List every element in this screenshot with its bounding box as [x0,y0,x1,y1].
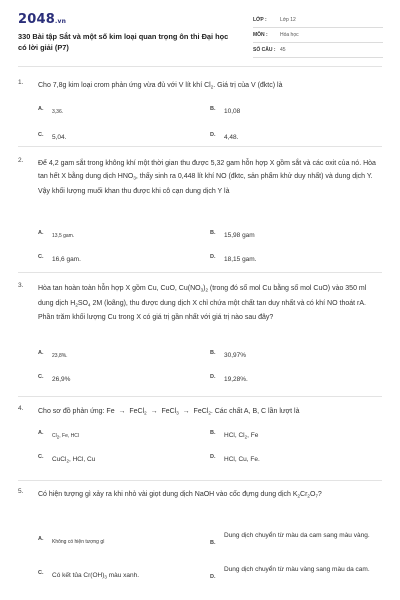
logo-suffix: .vn [54,18,67,25]
option-letter: D. [210,454,216,460]
option-text: 10,08 [224,108,241,115]
question-number: 2. [18,157,24,164]
option-letter: C. [38,570,44,576]
option-text: 13,5 gam. [52,233,75,239]
option-letter: D. [210,254,216,260]
option-letter: C. [38,454,44,460]
option-d[interactable] [210,564,382,580]
question-text: Để 4,2 gam sắt trong không khí một thời gian thu được 5,32 gam hỗn hợp X gồm sắt và các oxit của nó. Hòa tan hết X bằng dung dịch $HNO_3$, thấy sinh ra 0,448 lít khí NO (đktc, sản phẩm khử duy nhất) và dung dịch Y. Vậy khối lượng muối khan thu được khi cô cạn dung dịch Y là [38,160,376,195]
question-4 [18,405,382,480]
option-b[interactable] [210,230,255,242]
option-letter: A. [38,106,44,112]
question-number: 1. [18,79,24,86]
meta-key: MÔN : [253,32,268,38]
divider [18,66,382,67]
meta-value: 45 [280,47,286,53]
question-number: 4. [18,405,24,412]
option-text: 15,98 gam [224,232,255,239]
option-text: Có kết tủa $Cr(OH)_3$ màu xanh. [52,572,140,580]
option-a[interactable] [38,536,105,548]
option-text: 30,97% [224,352,247,359]
option-text: Dung dịch chuyển từ màu vàng sang màu da cam. [224,566,370,573]
question-number: 5. [18,488,24,495]
option-text: $Cl_2$, Fe, HCl [52,433,79,440]
option-a[interactable] [38,350,68,362]
option-b[interactable] [210,350,246,362]
option-c[interactable] [38,570,139,584]
option-c[interactable] [38,254,81,266]
question-text: Có hiện tượng gì xảy ra khi nhỏ vài giọt dung dịch NaOH vào cốc đựng dung dịch $K_2Cr_2O_7$? [38,491,322,499]
option-text: 19,28%. [224,376,248,383]
page-title: 330 Bài tập Sắt và một số kim loại quan trọng ôn thi Đại học có lời giải (P7) [18,32,229,52]
option-text: 18,15 gam. [224,256,257,263]
option-text: CuCl$_2$, HCl, Cu [52,456,96,464]
option-text: 26,9% [52,376,71,383]
question-number: 3. [18,282,24,289]
question-5 [18,488,382,598]
option-letter: C. [38,132,44,138]
meta-table [253,13,383,58]
divider [18,146,382,147]
question-text: Cho sơ đồ phản ứng: Fe → FeCl$_2$ → FeCl$_3$ → FeCl$_2$. Các chất A, B, C lần lượt là [38,408,300,416]
option-text: Dung dịch chuyển từ màu da cam sang màu vàng. [224,532,370,539]
question-text: Cho 7,8g kim loại crom phản ứng vừa đủ với V lít khí $Cl_2$. Giá trị của V (đktc) là [38,82,283,90]
option-text: 5,04. [52,134,67,141]
option-a[interactable] [38,430,79,444]
option-text: 23,8%. [52,353,68,359]
option-letter: B. [210,230,216,236]
divider [18,272,382,273]
option-letter: B. [210,430,216,436]
option-letter: D. [210,574,216,580]
option-c[interactable] [38,132,66,144]
option-letter: B. [210,540,216,546]
option-text: Không có hiện tượng gì [52,539,105,545]
option-letter: B. [210,350,216,356]
option-b[interactable] [210,430,258,444]
option-letter: D. [210,132,216,138]
question-2 [18,157,382,267]
question-1 [18,79,382,159]
logo-text: 2048 [18,12,55,27]
option-text: 16,6 gam. [52,256,81,263]
meta-key: LỚP : [253,17,267,23]
option-text: HCl, $Cl_2$, Fe [224,432,259,440]
site-logo[interactable] [18,12,66,27]
option-letter: A. [38,230,44,236]
option-a[interactable] [38,106,63,118]
option-letter: D. [210,374,216,380]
question-text: Hòa tan hoàn toàn hỗn hợp X gồm Cu, CuO, $Cu(NO_3)_2$ (trong đó số mol Cu bằng số mol CuO) vào 350 ml dung dịch $H_2SO_4$ 2M (loãng), thu được dung dịch X chỉ chứa một chất tan duy nhất và có khí NO thoát rA. Phần trăm khối lượng Cu trong X có giá trị gần nhất với giá trị nào sau đây? [38,285,367,321]
option-b[interactable] [210,106,240,118]
option-letter: C. [38,374,44,380]
option-letter: A. [38,430,44,436]
option-d[interactable] [210,254,257,266]
option-text: 3,36. [52,109,64,115]
option-letter: B. [210,106,216,112]
option-c[interactable] [38,374,70,386]
option-letter: C. [38,254,44,260]
option-text: HCl, Cu, Fe. [224,456,260,463]
header [0,0,400,62]
option-d[interactable] [210,374,248,386]
meta-row-class [253,13,383,28]
option-letter: A. [38,350,44,356]
option-text: 4,48. [224,134,239,141]
meta-value: Lớp 12 [280,17,296,23]
option-a[interactable] [38,230,74,242]
question-3 [18,282,382,392]
divider [18,396,382,397]
meta-key: SỐ CÂU : [253,47,276,53]
option-letter: A. [38,536,44,542]
option-d[interactable] [210,454,260,466]
meta-row-subject [253,28,383,43]
meta-row-count [253,43,383,58]
option-b[interactable] [210,530,382,546]
divider [18,480,382,481]
option-d[interactable] [210,132,238,144]
option-c[interactable] [38,454,95,468]
meta-value: Hóa học [280,32,299,38]
